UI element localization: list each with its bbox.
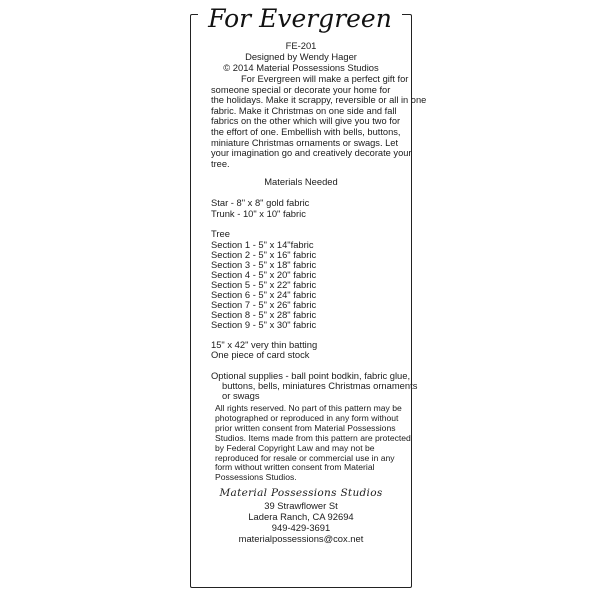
batting-material: 15" x 42" very thin batting (211, 339, 318, 350)
intro-line: For Evergreen will make a perfect gift for (241, 74, 409, 84)
card-stock-material: One piece of card stock (211, 349, 310, 360)
rights-line: form without written consent from Material (215, 462, 375, 473)
rights-line: Possessions Studios. (215, 472, 297, 483)
studio-name: Material Possessions Studios (219, 487, 383, 499)
rights-line: by Federal Copyright Law and may not be (215, 442, 375, 453)
tree-section: Section 4 - 5" x 20" fabric (211, 269, 317, 280)
intro-line: the effort of one. Embellish with bells, buttons, (211, 126, 401, 137)
tree-section: Section 6 - 5" x 24" fabric (211, 289, 317, 300)
intro-line: miniature Christmas ornaments or swags. Let (211, 137, 399, 148)
optional-supplies-line: Optional supplies - ball point bodkin, fabric glue, (211, 370, 411, 381)
rights-line: All rights reserved. No part of this pattern may be (215, 403, 402, 413)
tree-section: Section 1 - 5" x 14"fabric (211, 239, 314, 250)
intro-line: your imagination go and creatively decorate your (211, 148, 412, 159)
optional-supplies-line: buttons, bells, miniatures Christmas ornaments (222, 380, 418, 391)
intro-line: someone special or decorate your home for (211, 84, 391, 95)
tree-section: Section 3 - 5" x 18" fabric (211, 259, 317, 270)
rights-line: Studios. Items made from this pattern are protected (215, 432, 411, 443)
tree-section: Section 7 - 5" x 26" fabric (211, 299, 317, 310)
materials-heading: Materials Needed (264, 176, 338, 187)
studio-street: 39 Strawflower St (264, 500, 338, 511)
pattern-title: For Evergreen (0, 0, 600, 38)
rights-line: prior written consent from Material Possessions (215, 422, 396, 433)
intro-paragraph (211, 74, 427, 169)
tree-label: Tree (211, 228, 230, 239)
studio-email: materialpossessions@cox.net (238, 533, 364, 544)
studio-phone: 949-429-3691 (271, 522, 331, 533)
intro-line: the holidays. Make it scrappy, reversible or all in one (211, 95, 427, 106)
tree-section: Section 9 - 5" x 30" fabric (211, 319, 317, 330)
copyright-line: © 2014 Material Possessions Studios (223, 62, 379, 73)
intro-line: fabric. Make it Christmas on one side and fall (211, 105, 397, 116)
rights-line: photographed or reproduced in any form without (215, 412, 399, 423)
tree-section: Section 8 - 5" x 28" fabric (211, 309, 317, 320)
intro-line: tree. (211, 158, 230, 169)
rights-notice (215, 403, 411, 483)
designer-credit: Designed by Wendy Hager (245, 51, 357, 62)
intro-line: fabrics on the other which will give you two for (211, 116, 401, 127)
rights-line: reproduced for resale or commercial use in any (215, 452, 395, 463)
pattern-code: FE-201 (285, 40, 317, 51)
optional-supplies-line: or swags (222, 390, 260, 401)
studio-city: Ladera Ranch, CA 92694 (248, 511, 354, 522)
tree-section: Section 5 - 5" x 22" fabric (211, 279, 317, 290)
star-material: Star - 8" x 8" gold fabric (211, 197, 310, 208)
tree-section: Section 2 - 5" x 16" fabric (211, 249, 317, 260)
trunk-material: Trunk - 10" x 10" fabric (211, 208, 306, 219)
